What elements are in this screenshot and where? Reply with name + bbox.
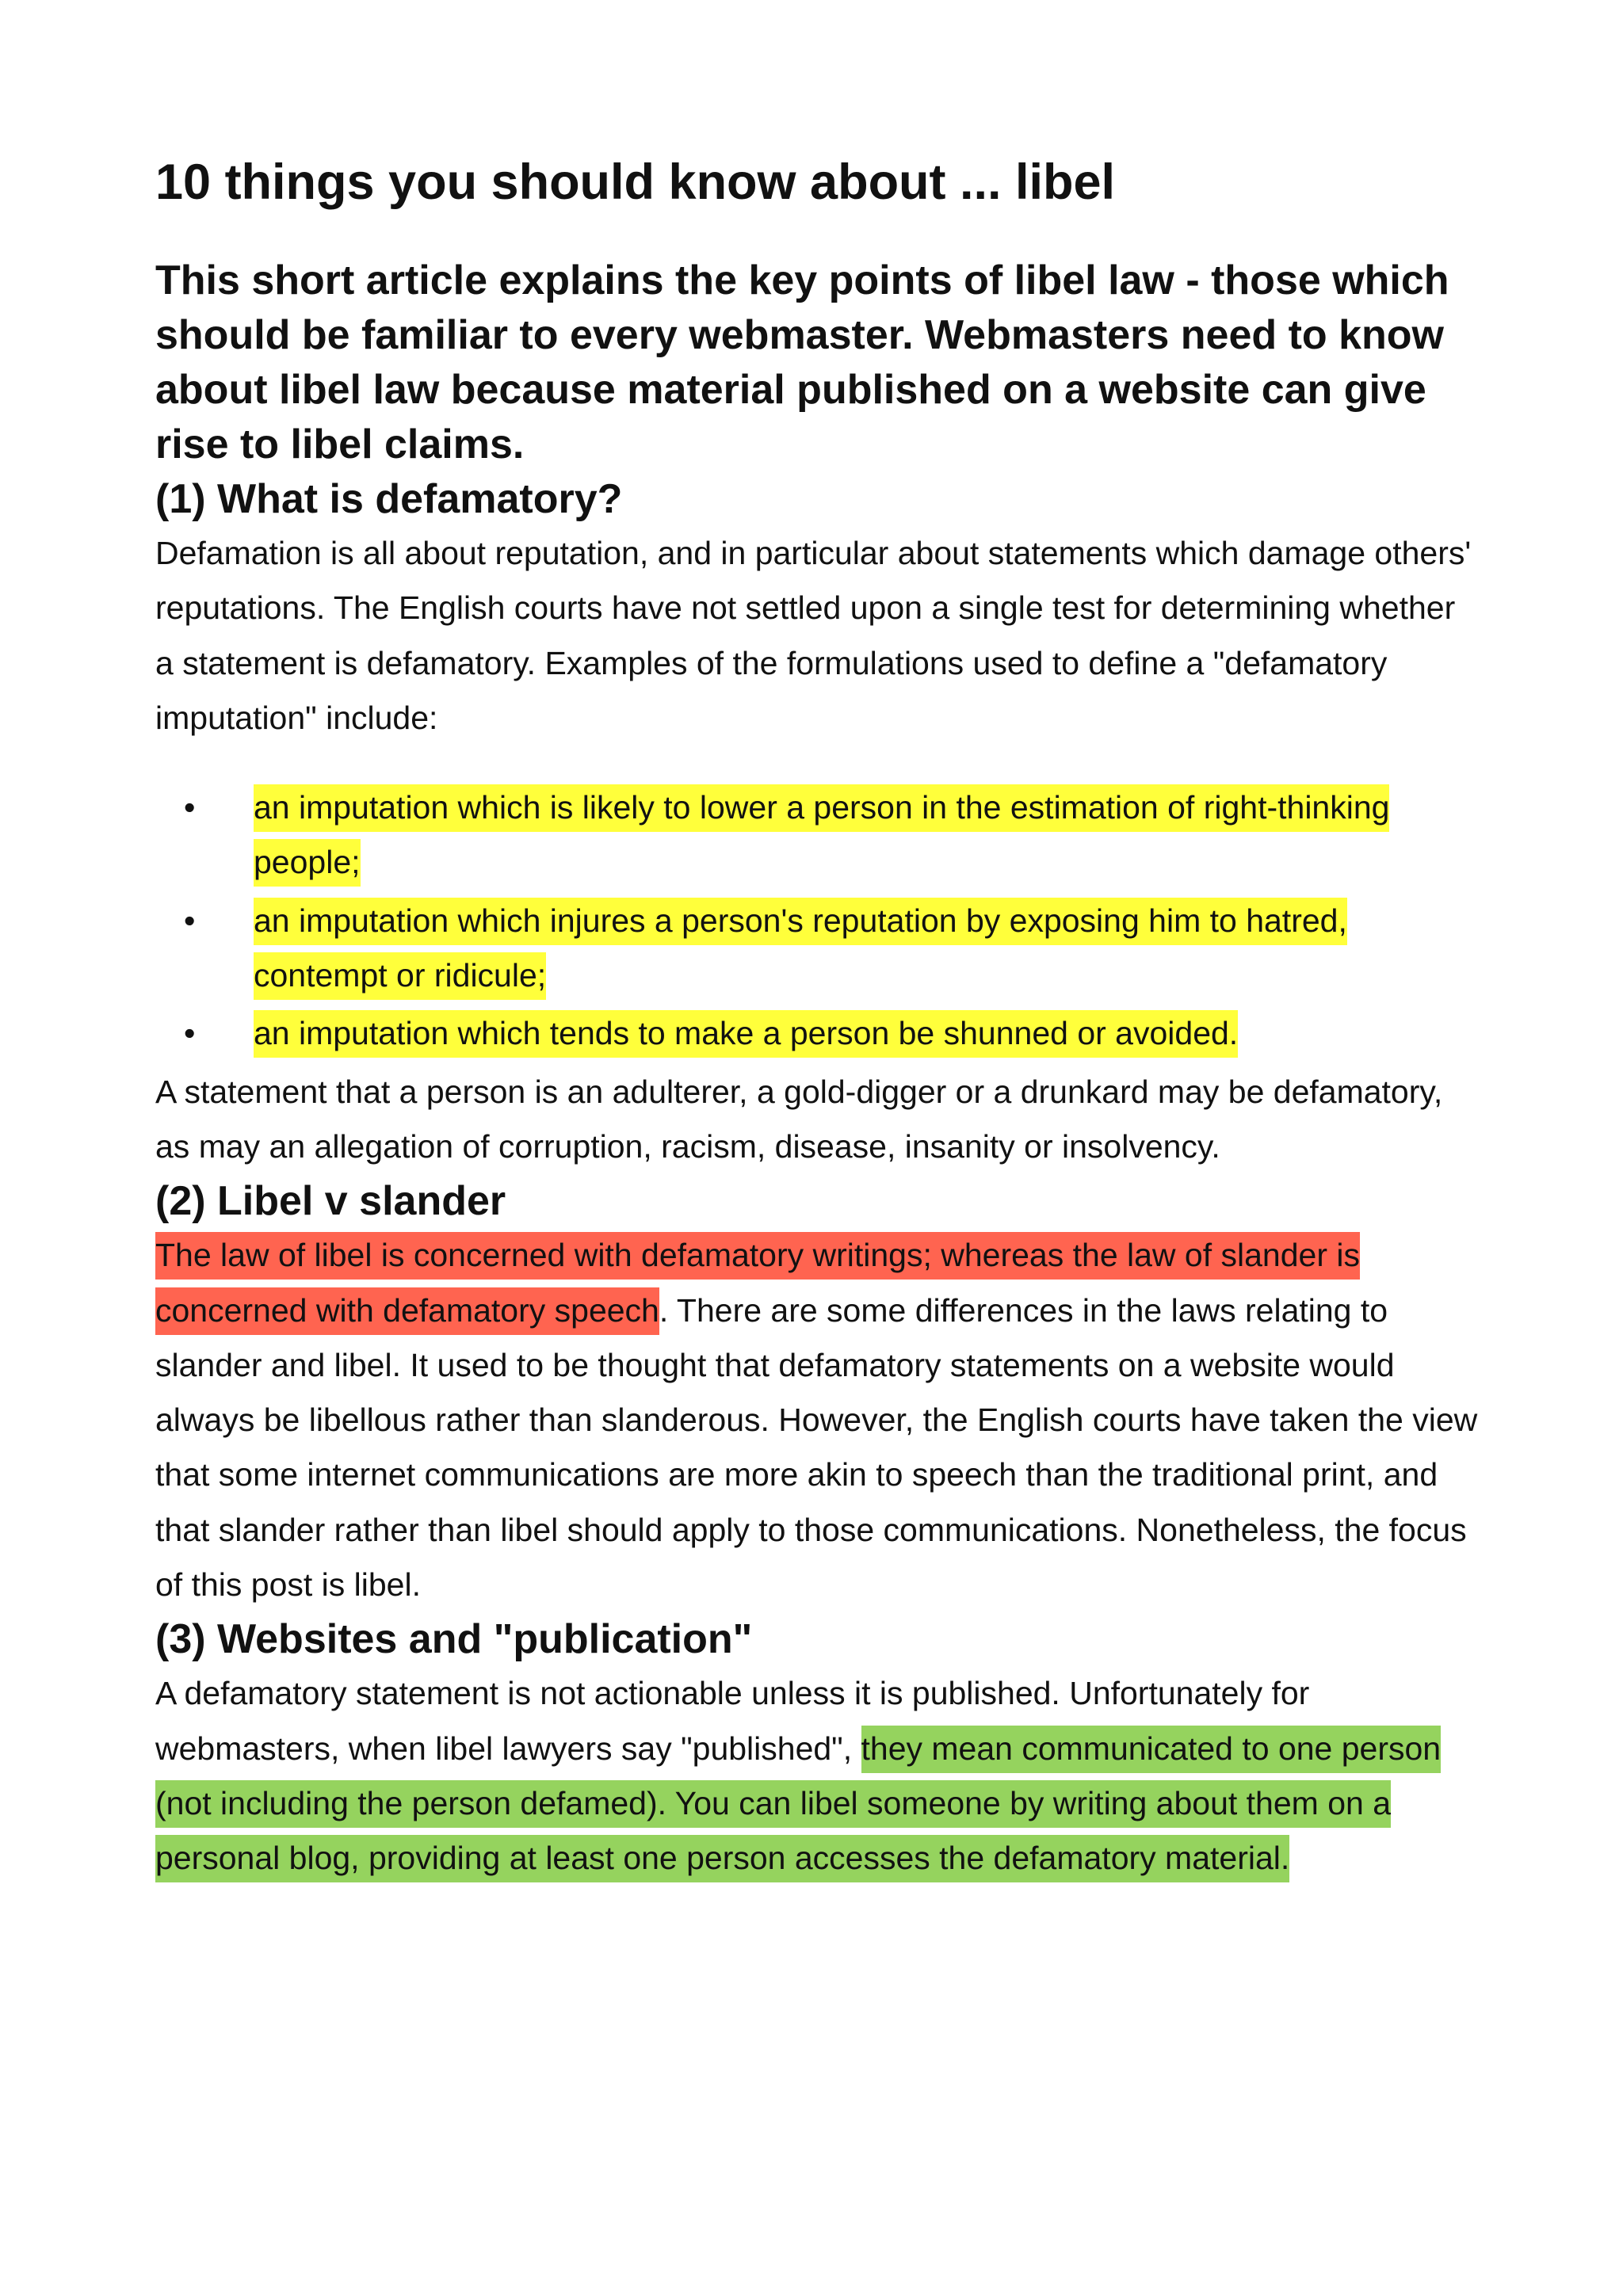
document-page: [155, 151, 1479, 1886]
bullet-icon: •: [184, 789, 196, 826]
section-3-paragraph: [155, 1666, 1479, 1886]
highlighted-text-yellow: an imputation which tends to make a person be shunned or avoided.: [254, 1010, 1238, 1058]
highlighted-text-yellow: an imputation which is likely to lower a person in the estimation of right-thinking people;: [254, 784, 1389, 887]
list-item: [155, 1006, 1479, 1061]
highlighted-text-green: they mean communicated to one person (not including the person defamed). You can libel someone by writing about them on a personal blog, providing at least one person accesses the defamatory material.: [155, 1726, 1441, 1883]
section-3-text: A defamatory statement is not actionable unless it is published. Unfortunately for webmasters, when libel lawyers say "published",: [155, 1675, 1310, 1767]
section-2-paragraph: [155, 1228, 1479, 1612]
bullet-icon: •: [184, 1015, 196, 1052]
section-1-paragraph-1: Defamation is all about reputation, and in particular about statements which damage others' reputations. The English courts have not settled upon a single test for determining whether a statement is defamatory. Examples of the formulations used to define a "defamatory imputation" include:: [155, 535, 1472, 736]
highlighted-text-yellow: an imputation which injures a person's reputation by exposing him to hatred, contempt or ridicule;: [254, 898, 1347, 1000]
section-1-paragraph-2: A statement that a person is an adulterer, a gold-digger or a drunkard may be defamatory, as may an allegation of corruption, racism, disease, insanity or insolvency.: [155, 1073, 1443, 1165]
highlighted-text-red: The law of libel is concerned with defamatory writings; whereas the law of slander is concerned with defamatory speech: [155, 1232, 1360, 1334]
section-heading-libel-v-slander: (2) Libel v slander: [155, 1178, 506, 1225]
bullet-icon: •: [184, 902, 196, 939]
section-heading-websites-and-publication: (3) Websites and "publication": [155, 1616, 753, 1663]
defamatory-imputation-list: [155, 780, 1479, 1061]
list-item: [155, 780, 1479, 891]
document-title: 10 things you should know about ... libel: [155, 154, 1116, 210]
list-item: [155, 894, 1479, 1004]
section-heading-what-is-defamatory: (1) What is defamatory?: [155, 476, 623, 522]
section-2-text: . There are some differences in the laws relating to slander and libel. It used to be thought that defamatory statements on a website would always be libellous rather than slanderous. However, the English courts have taken the view that some internet communications are more akin to speech than the traditional print, and that slander rather than libel should apply to those communications. Nonetheless, the focus of this post is libel.: [155, 1291, 1478, 1604]
intro-paragraph: This short article explains the key points of libel law - those which should be familiar to every webmaster. Webmasters need to know about libel law because material published on a website can give rise to libel claims.: [155, 257, 1449, 467]
